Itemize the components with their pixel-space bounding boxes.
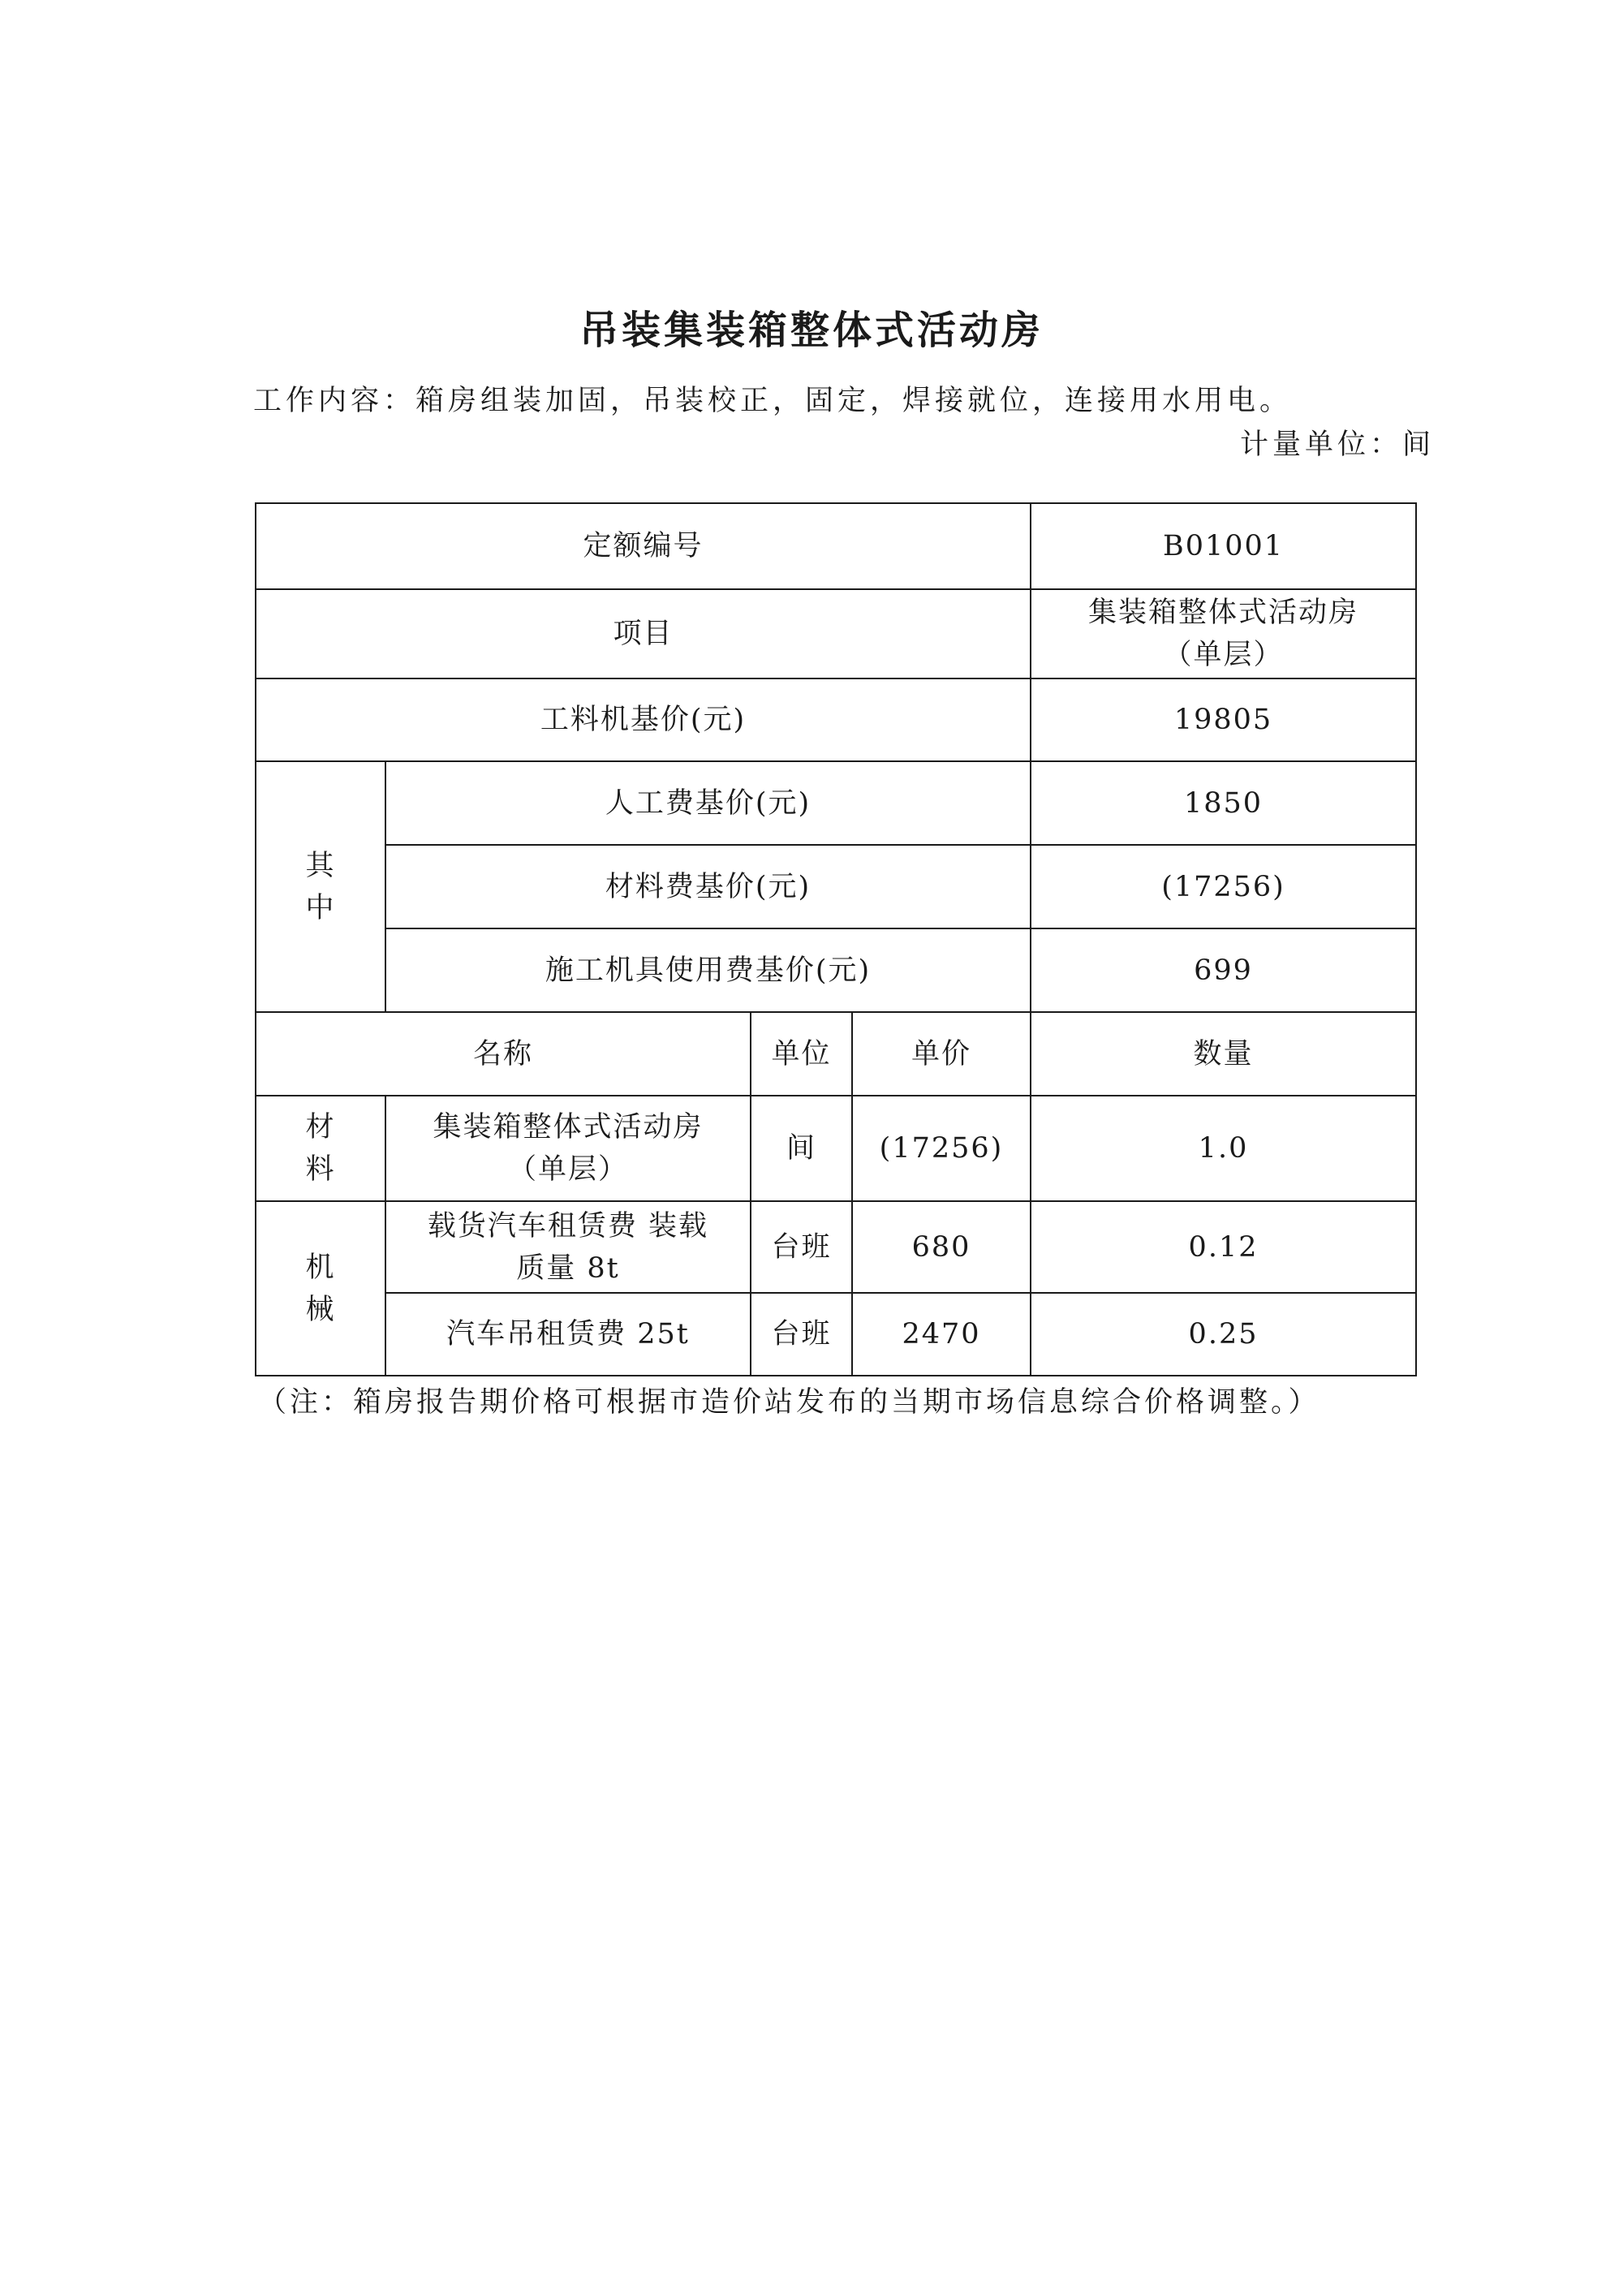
material-item-price: (17256) bbox=[852, 1096, 1031, 1201]
col-price-header: 单价 bbox=[852, 1012, 1031, 1096]
table-row bbox=[256, 589, 1416, 678]
machine-value: 699 bbox=[1031, 928, 1416, 1012]
item-value-line2: （单层） bbox=[1163, 639, 1284, 671]
machinery-1-qty: 0.12 bbox=[1031, 1201, 1416, 1293]
materials-group-label bbox=[256, 1096, 385, 1201]
table-row bbox=[256, 928, 1416, 1012]
machinery-1-price: 680 bbox=[852, 1201, 1031, 1293]
table-row bbox=[256, 678, 1416, 761]
table-header-row bbox=[256, 1012, 1416, 1096]
machinery-2-unit: 台班 bbox=[751, 1293, 852, 1376]
machinery-2-qty: 0.25 bbox=[1031, 1293, 1416, 1376]
machinery-group-label bbox=[256, 1201, 385, 1376]
labor-label: 人工费基价(元) bbox=[385, 761, 1031, 845]
measure-unit: 计量单位：间 bbox=[1239, 429, 1435, 461]
base-price-label: 工料机基价(元) bbox=[256, 678, 1031, 761]
material-label: 材料费基价(元) bbox=[385, 845, 1031, 928]
col-qty-header: 数量 bbox=[1031, 1012, 1416, 1096]
quota-no-label: 定额编号 bbox=[256, 503, 1031, 589]
breakdown-group-line2: 中 bbox=[305, 891, 336, 924]
material-item-line2: （单层） bbox=[507, 1153, 628, 1186]
table-row bbox=[256, 845, 1416, 928]
materials-group-line1: 材 bbox=[305, 1111, 336, 1144]
quota-table bbox=[255, 502, 1417, 1376]
material-item-unit: 间 bbox=[751, 1096, 852, 1201]
breakdown-group-label bbox=[256, 761, 385, 1012]
machine-label: 施工机具使用费基价(元) bbox=[385, 928, 1031, 1012]
table-row bbox=[256, 1096, 1416, 1201]
item-value-line1: 集装箱整体式活动房 bbox=[1088, 597, 1359, 629]
page-title: 吊装集装箱整体式活动房 bbox=[579, 308, 1044, 353]
col-name-header: 名称 bbox=[256, 1012, 751, 1096]
machinery-2-price: 2470 bbox=[852, 1293, 1031, 1376]
table-row bbox=[256, 761, 1416, 845]
machinery-group-line2: 械 bbox=[305, 1293, 336, 1326]
table-row bbox=[256, 503, 1416, 589]
material-item-line1: 集装箱整体式活动房 bbox=[433, 1111, 704, 1144]
breakdown-group-line1: 其 bbox=[305, 849, 336, 882]
material-item-qty: 1.0 bbox=[1031, 1096, 1416, 1201]
machinery-2-name: 汽车吊租赁费 25t bbox=[385, 1293, 751, 1376]
item-label: 项目 bbox=[256, 589, 1031, 678]
item-value bbox=[1031, 589, 1416, 678]
material-value: (17256) bbox=[1031, 845, 1416, 928]
table-row bbox=[256, 1201, 1416, 1293]
quota-no-value: B01001 bbox=[1031, 503, 1416, 589]
work-content: 工作内容：箱房组装加固，吊装校正，固定，焊接就位，连接用水用电。 bbox=[253, 385, 1293, 417]
base-price-value: 19805 bbox=[1031, 678, 1416, 761]
machinery-1-line1: 载货汽车租赁费 装载 bbox=[427, 1209, 709, 1243]
machinery-1-line2: 质量 8t bbox=[516, 1251, 620, 1285]
col-unit-header: 单位 bbox=[751, 1012, 852, 1096]
table-row bbox=[256, 1293, 1416, 1376]
machinery-1-name bbox=[385, 1201, 751, 1293]
material-item-name bbox=[385, 1096, 751, 1201]
materials-group-line2: 料 bbox=[305, 1153, 336, 1186]
machinery-group-line1: 机 bbox=[305, 1251, 336, 1284]
machinery-1-unit: 台班 bbox=[751, 1201, 852, 1293]
labor-value: 1850 bbox=[1031, 761, 1416, 845]
footnote: （注：箱房报告期价格可根据市造价站发布的当期市场信息综合价格调整。） bbox=[258, 1386, 1320, 1419]
